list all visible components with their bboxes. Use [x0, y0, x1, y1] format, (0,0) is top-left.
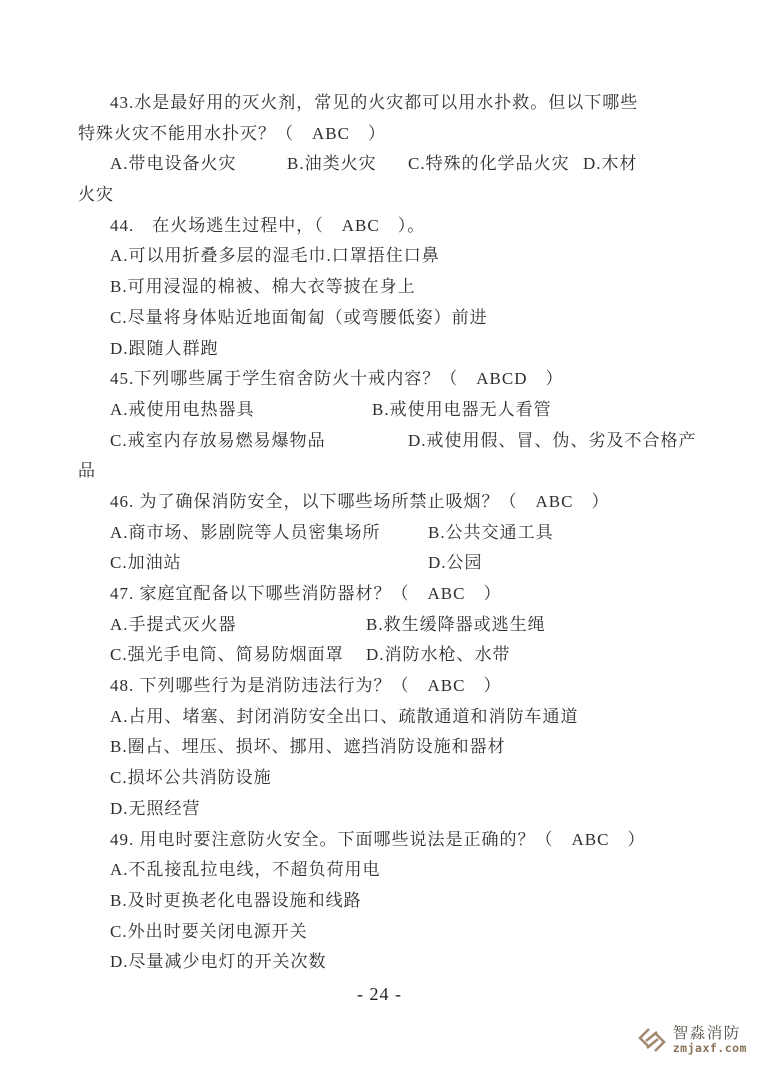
text-line — [78, 702, 694, 733]
text-line — [78, 272, 694, 303]
page-number: - 24 - — [357, 984, 402, 1004]
text-line — [78, 149, 694, 180]
text-segment: A.商市场、影剧院等人员密集场所 — [110, 522, 381, 542]
question-text-block — [78, 88, 697, 978]
text-line — [78, 825, 694, 856]
text-line — [78, 855, 694, 886]
text-segment: B.及时更换老化电器设施和线路 — [110, 890, 362, 910]
text-segment: D.无照经营 — [110, 798, 201, 818]
text-line — [78, 364, 694, 395]
text-line — [78, 119, 694, 150]
text-line — [78, 610, 694, 641]
text-line — [78, 487, 694, 518]
text-segment: B.油类火灾 — [287, 154, 377, 174]
text-segment: C.尽量将身体贴近地面匍匐（或弯腰低姿）前进 — [110, 307, 488, 327]
text-line — [78, 426, 697, 457]
text-line — [78, 917, 694, 948]
text-line — [78, 456, 694, 487]
text-segment: B.可用浸湿的棉被、棉大衣等披在身上 — [110, 277, 416, 297]
text-segment: A.带电设备火灾 — [110, 154, 237, 174]
text-segment: B.救生缓降器或逃生绳 — [366, 614, 546, 634]
text-segment: B.圈占、埋压、损坏、挪用、遮挡消防设施和器材 — [110, 737, 506, 757]
text-segment: B.公共交通工具 — [428, 522, 554, 542]
text-line — [78, 180, 694, 211]
text-line — [78, 579, 694, 610]
text-line — [78, 794, 694, 825]
text-line — [78, 395, 694, 426]
text-line — [78, 640, 694, 671]
text-segment: D.公园 — [428, 553, 483, 573]
text-line — [78, 303, 694, 334]
text-segment: A.戒使用电热器具 — [110, 399, 255, 419]
text-line — [78, 548, 694, 579]
text-line — [78, 241, 694, 272]
text-segment: D.戒使用假、冒、伪、劣及不合格产 — [408, 430, 697, 450]
text-segment: C.特殊的化学品火灾 — [408, 154, 570, 174]
text-segment: D.尽量减少电灯的开关次数 — [110, 952, 327, 972]
brand-watermark — [636, 1024, 747, 1056]
brand-url: zmjaxf.com — [672, 1041, 747, 1056]
text-segment: 49. 用电时要注意防火安全。下面哪些说法是正确的？（ ABC ） — [110, 829, 646, 849]
text-segment: A.可以用折叠多层的湿毛巾.口罩捂住口鼻 — [110, 246, 440, 266]
text-segment: C.戒室内存放易燃易爆物品 — [110, 430, 326, 450]
text-line — [78, 518, 694, 549]
text-segment: A.占用、堵塞、封闭消防安全出口、疏散通道和消防车通道 — [110, 706, 579, 726]
text-segment: 44. 在火场逃生过程中，（ ABC ）。 — [110, 215, 426, 235]
text-segment: 47. 家庭宜配备以下哪些消防器材？（ ABC ） — [110, 584, 502, 603]
text-segment: 48. 下列哪些行为是消防违法行为？（ ABC ） — [110, 676, 502, 696]
text-segment: 45.下列哪些属于学生宿舍防火十戒内容？（ ABCD ） — [110, 369, 564, 389]
text-segment: A.手提式灭火器 — [110, 614, 237, 634]
text-line — [78, 763, 694, 794]
brand-text — [673, 1026, 747, 1054]
brand-name: 智淼消防 — [672, 1024, 741, 1042]
text-line — [78, 88, 694, 119]
text-line — [78, 732, 694, 763]
text-segment: B.戒使用电器无人看管 — [372, 399, 552, 419]
text-segment: C.强光手电筒、简易防烟面罩 — [110, 645, 344, 665]
text-line — [78, 947, 694, 978]
text-segment: D.消防水枪、水带 — [366, 645, 511, 665]
text-segment: A.不乱接乱拉电线，不超负荷用电 — [110, 860, 381, 880]
text-line — [78, 211, 694, 242]
text-segment: D.木材 — [583, 154, 638, 174]
text-segment: 46. 为了确保消防安全，以下哪些场所禁止吸烟？（ ABC ） — [110, 491, 610, 511]
text-segment: 火灾 — [78, 185, 114, 205]
text-segment: C.损坏公共消防设施 — [110, 768, 272, 788]
diamond-z-logo-icon — [636, 1024, 668, 1056]
text-segment: 43.水是最好用的灭火剂，常见的火灾都可以用水扑救。但以下哪些 — [110, 93, 639, 112]
text-segment: C.加油站 — [110, 553, 182, 573]
text-segment: 特殊火灾不能用水扑灭？（ ABC ） — [78, 123, 386, 143]
text-segment: 品 — [78, 461, 96, 481]
text-segment: D.跟随人群跑 — [110, 338, 219, 358]
text-segment: C.外出时要关闭电源开关 — [110, 921, 308, 941]
text-line — [78, 886, 694, 917]
text-line — [78, 671, 694, 702]
text-line — [78, 334, 694, 365]
